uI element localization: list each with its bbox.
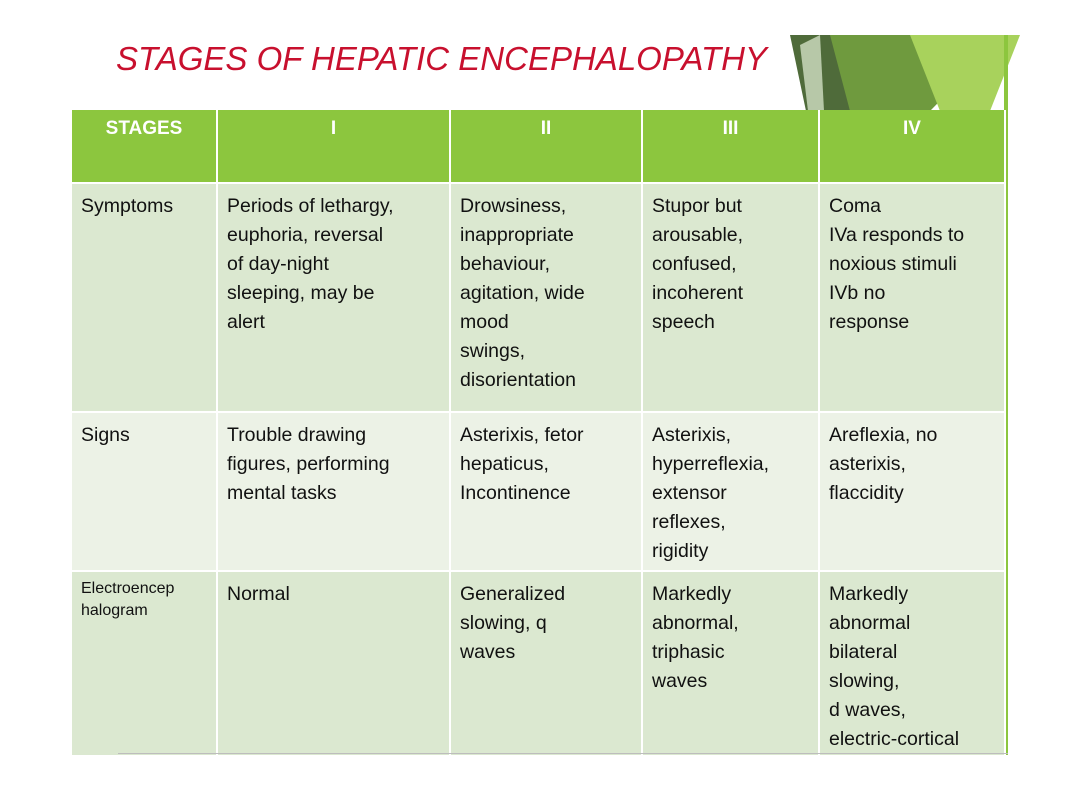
header-stage-iii: III (642, 110, 819, 183)
row-label-electroencephalogram: Electroencep halogram (72, 571, 217, 788)
decorative-triangles (790, 35, 1020, 111)
symptoms-stage-ii: Drowsiness, inappropriate behaviour, agitation, wide mood swings, disorientation (450, 183, 642, 412)
signs-stage-iii: Asterixis, hyperreflexia, extensor reflexes, rigidity (642, 412, 819, 571)
signs-stage-i: Trouble drawing figures, performing mental tasks (217, 412, 450, 571)
eeg-stage-i: Normal (217, 571, 450, 788)
slide-bottom-margin (72, 755, 1008, 810)
table-header-row (72, 110, 1005, 183)
slide-title: STAGES OF HEPATIC ENCEPHALOPATHY (116, 40, 767, 77)
eeg-stage-ii: Generalized slowing, q waves (450, 571, 642, 788)
divider (118, 753, 1008, 754)
header-stage-i: I (217, 110, 450, 183)
signs-stage-iv: Areflexia, no asterixis, flaccidity (819, 412, 1005, 571)
symptoms-stage-i: Periods of lethargy, euphoria, reversal of day-night sleeping, may be alert (217, 183, 450, 412)
signs-stage-ii: Asterixis, fetor hepaticus, Incontinence (450, 412, 642, 571)
symptoms-stage-iv: Coma IVa responds to noxious stimuli IVb no response (819, 183, 1005, 412)
header-stage-ii: II (450, 110, 642, 183)
table-row (72, 412, 1005, 571)
symptoms-stage-iii: Stupor but arousable, confused, incoherent speech (642, 183, 819, 412)
eeg-stage-iii: Markedly abnormal, triphasic waves (642, 571, 819, 788)
eeg-stage-iv: Markedly abnormal bilateral slowing, d waves, electric-cortical (819, 571, 1005, 788)
row-label-signs: Signs (72, 412, 217, 571)
stages-table (72, 110, 1006, 789)
table-row (72, 183, 1005, 412)
header-stage-iv: IV (819, 110, 1005, 183)
row-label-symptoms: Symptoms (72, 183, 217, 412)
header-stages: STAGES (72, 110, 217, 183)
